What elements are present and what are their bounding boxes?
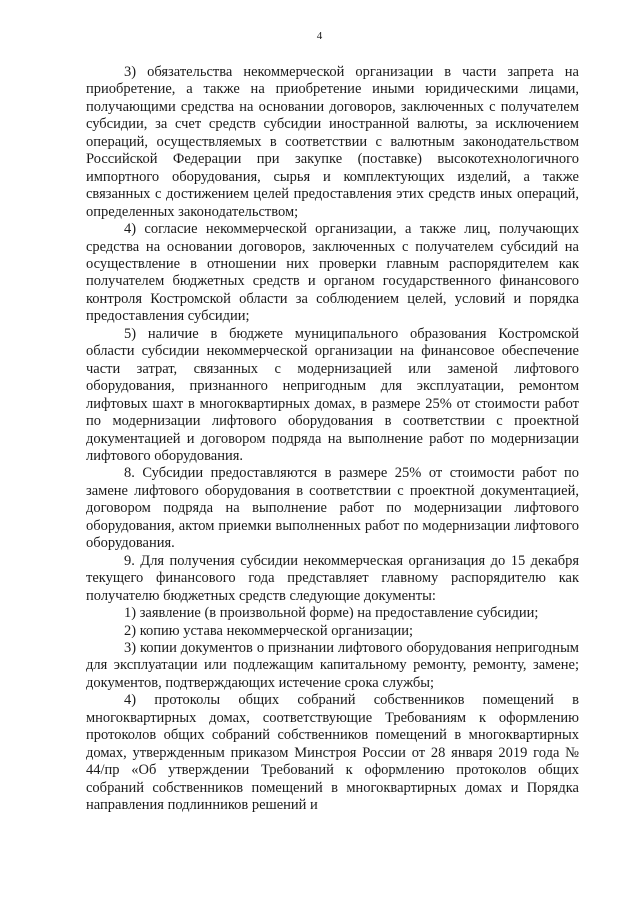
paragraph-clause-8: 8. Субсидии предоставляются в размере 25% от стоимости работ по замене лифтового оборудования в соответствии с проектной документацией, договором подряда на выполнение работ по модернизации лифтового оборудования, актом приемки выполненных работ по модернизации лифтового оборудования. (86, 465, 579, 552)
paragraph-item-4: 4) согласие некоммерческой организации, а также лиц, получающих средства на основании договоров, заключенных с получателем субсидий на осуществление в отношении них проверки главным распорядителем как получателем бюджетных средств и органом государственного финансового контроля Костромской области за соблюдением целей, условий и порядка предоставления субсидии; (86, 221, 579, 325)
paragraph-item-5: 5) наличие в бюджете муниципального образования Костромской области субсидии некоммерческой организации на финансовое обеспечение части затрат, связанных с модернизацией или заменой лифтового оборудования, признанного непригодным для эксплуатации, ремонтом лифтовых шахт в многоквартирных домах, в размере 25% от стоимости работ по модернизации лифтового оборудования в соответствии с проектной документацией и договором подряда на выполнение работ по модернизации лифтового оборудования. (86, 325, 579, 464)
paragraph-clause-9: 9. Для получения субсидии некоммерческая организация до 15 декабря текущего финансового года представляет главному распорядителю как получателю бюджетных средств следующие документы: (86, 552, 579, 604)
document-list-item-2: 2) копию устава некоммерческой организации; (124, 622, 414, 639)
document-list-item-1: 1) заявление (в произвольной форме) на предоставление субсидии; (124, 605, 539, 622)
document-list-item-4: 4) протоколы общих собраний собственников помещений в многоквартирных домах, соответствующие Требованиям к оформлению протоколов общих собраний собственников помещений в многоквартирных домах, утвержденным приказом Минстроя России от 28 января 2019 года № 44/пр «Об утверждении Требований к оформлению протоколов общих собраний собственников помещений в многоквартирных домах и Порядка направления подлинников решений и (86, 692, 579, 814)
paragraph-item-3: 3) обязательства некоммерческой организации в части запрета на приобретение, а также на приобретение иными юридическими лицами, получающими средства на основании договоров, заключенных с получателем субсидии, за счет средств субсидии иностранной валюты, за исключением операций, осуществляемых в соответствии с валютным законодательством Российской Федерации при закупке (поставке) высокотехнологичного импортного оборудования, сырья и комплектующих изделий, а также связанных с достижением целей предоставления этих средств иных операций, определенных законодательством; (86, 64, 579, 220)
page-number: 4 (316, 30, 323, 42)
document-list-item-3: 3) копии документов о признании лифтового оборудования непригодным для эксплуатации или подлежащим капитальному ремонту, ремонту, замене; документов, подтверждающих истечение срока службы; (86, 639, 579, 691)
document-body (86, 64, 579, 814)
